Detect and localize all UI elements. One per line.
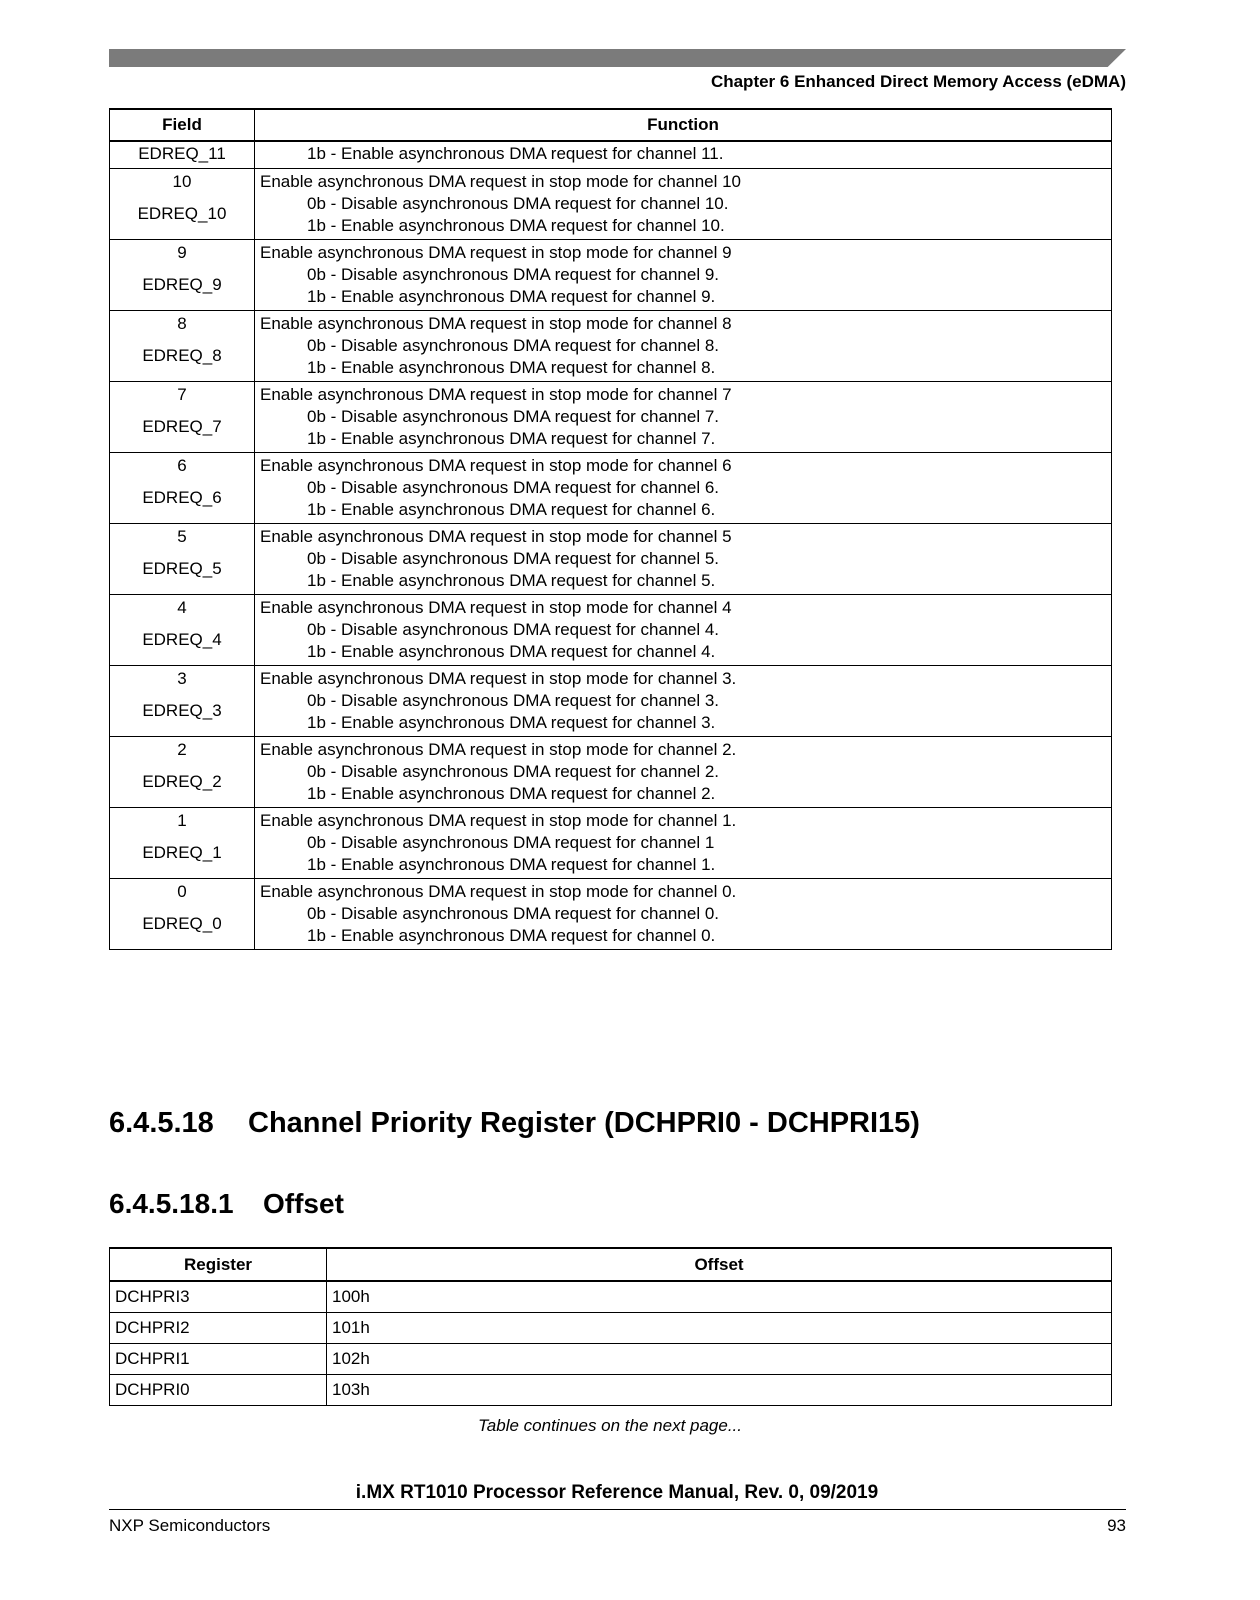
field-cell [110,524,255,595]
field-name: EDREQ_4 [142,630,222,649]
option-disable: 0b - Disable asynchronous DMA request for channel 0. [307,904,720,923]
table-row [110,595,1112,666]
field-bits: 9 [177,243,187,262]
subsection-title: Offset [263,1188,344,1219]
field-bits: 2 [177,740,187,759]
table-header-row [110,109,1112,141]
field-bits: 8 [177,314,187,333]
function-cell [255,524,1112,595]
register-name: DCHPRI3 [110,1281,327,1313]
section-number: 6.4.5.18 [109,1107,214,1139]
table-row [110,879,1112,950]
function-cell [255,141,1112,169]
table-continues-note: Table continues on the next page... [477,1416,742,1435]
field-bits: 0 [177,882,187,901]
function-description: Enable asynchronous DMA request in stop mode for channel 10 [260,172,742,191]
option-enable: 1b - Enable asynchronous DMA request for channel 6. [307,500,716,519]
option-disable: 0b - Disable asynchronous DMA request for channel 6. [307,478,720,497]
register-name: DCHPRI1 [110,1344,327,1375]
function-description: Enable asynchronous DMA request in stop mode for channel 0. [260,882,737,901]
option-enable: 1b - Enable asynchronous DMA request for channel 2. [307,784,716,803]
register-offset: 101h [327,1313,1112,1344]
function-description: Enable asynchronous DMA request in stop mode for channel 9 [260,243,732,262]
column-header-offset: Offset [327,1248,1112,1281]
table-row [110,311,1112,382]
field-name: EDREQ_6 [142,488,222,507]
field-name: EDREQ_9 [142,275,222,294]
field-cell [110,382,255,453]
option-enable: 1b - Enable asynchronous DMA request for channel 1. [307,855,716,874]
option-enable: 1b - Enable asynchronous DMA request for channel 0. [307,926,716,945]
function-description: Enable asynchronous DMA request in stop mode for channel 2. [260,740,737,759]
table-row [110,382,1112,453]
manual-title: i.MX RT1010 Processor Reference Manual, Rev. 0, 09/2019 [355,1482,879,1503]
function-description: Enable asynchronous DMA request in stop mode for channel 8 [260,314,732,333]
option-disable: 0b - Disable asynchronous DMA request for channel 7. [307,407,720,426]
field-cell [110,453,255,524]
table-row [110,737,1112,808]
field-bits: 4 [177,598,187,617]
register-offset: 103h [327,1375,1112,1406]
function-description: Enable asynchronous DMA request in stop mode for channel 6 [260,456,732,475]
table-row [110,524,1112,595]
table-row [110,453,1112,524]
option-disable: 0b - Disable asynchronous DMA request for channel 2. [307,762,720,781]
company-name: NXP Semiconductors [109,1516,271,1535]
chapter-title: Chapter 6 Enhanced Direct Memory Access (eDMA) [710,72,1126,91]
table-row [110,1375,1112,1406]
field-name: EDREQ_3 [142,701,222,720]
subsection-number: 6.4.5.18.1 [109,1188,234,1219]
field-name: EDREQ_11 [110,141,255,169]
option-disable: 0b - Disable asynchronous DMA request for channel 8. [307,336,720,355]
field-name: EDREQ_0 [142,914,222,933]
field-bits: 10 [172,172,192,191]
column-header-register: Register [110,1248,327,1281]
header-bar [109,49,1126,67]
option-enable: 1b - Enable asynchronous DMA request for channel 10. [307,216,725,235]
field-name: EDREQ_1 [142,843,222,862]
field-cell [110,240,255,311]
option-enable: 1b - Enable asynchronous DMA request for channel 11. [307,144,724,163]
function-description: Enable asynchronous DMA request in stop mode for channel 4 [260,598,732,617]
table-row [110,240,1112,311]
option-enable: 1b - Enable asynchronous DMA request for channel 8. [307,358,716,377]
function-cell [255,808,1112,879]
option-disable: 0b - Disable asynchronous DMA request for channel 5. [307,549,720,568]
function-cell [255,737,1112,808]
table-row [110,1344,1112,1375]
function-cell [255,311,1112,382]
field-cell [110,311,255,382]
function-cell [255,595,1112,666]
offset-table [109,1247,1112,1406]
table-row [110,169,1112,240]
function-cell [255,240,1112,311]
field-name: EDREQ_5 [142,559,222,578]
field-cell [110,666,255,737]
subsection-heading [109,1188,344,1220]
field-function-table [109,108,1112,950]
field-cell [110,879,255,950]
register-name: DCHPRI2 [110,1313,327,1344]
function-cell [255,666,1112,737]
table-row-continued [110,141,1112,169]
register-offset: 100h [327,1281,1112,1313]
option-enable: 1b - Enable asynchronous DMA request for channel 7. [307,429,716,448]
field-name: EDREQ_10 [137,204,227,223]
field-bits: 3 [177,669,187,688]
section-heading [109,1107,920,1140]
option-enable: 1b - Enable asynchronous DMA request for channel 3. [307,713,716,732]
field-bits: 6 [177,456,187,475]
table-row [110,1281,1112,1313]
footer-divider [109,1509,1126,1510]
section-title: Channel Priority Register (DCHPRI0 - DCHPRI15) [248,1107,920,1139]
option-disable: 0b - Disable asynchronous DMA request for channel 1 [307,833,715,852]
register-offset: 102h [327,1344,1112,1375]
function-cell [255,453,1112,524]
field-name: EDREQ_7 [142,417,222,436]
option-enable: 1b - Enable asynchronous DMA request for channel 4. [307,642,716,661]
register-name: DCHPRI0 [110,1375,327,1406]
field-cell [110,169,255,240]
function-cell [255,169,1112,240]
option-disable: 0b - Disable asynchronous DMA request for channel 10. [307,194,729,213]
field-name: EDREQ_2 [142,772,222,791]
function-description: Enable asynchronous DMA request in stop mode for channel 3. [260,669,737,688]
field-bits: 1 [177,811,187,830]
field-bits: 7 [177,385,187,404]
field-cell [110,595,255,666]
function-description: Enable asynchronous DMA request in stop mode for channel 1. [260,811,737,830]
column-header-field: Field [110,109,255,141]
field-bits: 5 [177,527,187,546]
function-cell [255,382,1112,453]
function-description: Enable asynchronous DMA request in stop mode for channel 5 [260,527,732,546]
table-row [110,808,1112,879]
table-row [110,1313,1112,1344]
field-cell [110,808,255,879]
option-disable: 0b - Disable asynchronous DMA request for channel 9. [307,265,720,284]
field-name: EDREQ_8 [142,346,222,365]
function-cell [255,879,1112,950]
page-number: 93 [1107,1516,1126,1535]
field-cell [110,737,255,808]
option-disable: 0b - Disable asynchronous DMA request for channel 3. [307,691,720,710]
table-row [110,666,1112,737]
option-enable: 1b - Enable asynchronous DMA request for channel 5. [307,571,716,590]
function-description: Enable asynchronous DMA request in stop mode for channel 7 [260,385,732,404]
option-enable: 1b - Enable asynchronous DMA request for channel 9. [307,287,716,306]
table-header-row [110,1248,1112,1281]
column-header-function: Function [255,109,1112,141]
option-disable: 0b - Disable asynchronous DMA request for channel 4. [307,620,720,639]
